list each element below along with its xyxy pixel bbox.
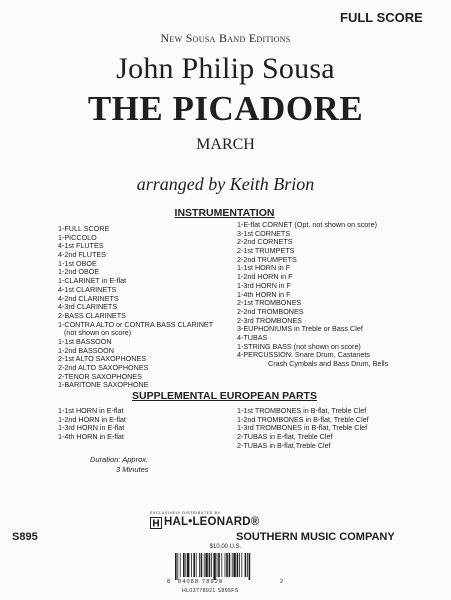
barcode-left-digit: 8 — [167, 579, 171, 585]
list-item: 2-BASS CLARINETS — [58, 310, 126, 320]
list-item: 1-1st BASSOON — [58, 336, 112, 346]
list-item: 4-TUBAS — [237, 332, 268, 342]
supplemental-heading: SUPPLEMENTAL EUROPEAN PARTS — [132, 390, 317, 402]
list-item: 1-2nd HORN in F — [237, 272, 293, 282]
catalog-number: S895 — [12, 531, 38, 543]
list-item: 2-2nd TROMBONES — [237, 306, 304, 316]
supplemental-list-right — [237, 407, 369, 450]
list-item: 2-3rd TROMBONES — [237, 315, 302, 325]
list-item: 1-FULL SCORE — [58, 224, 110, 233]
list-item: 2-TUBAS in B-flat,Treble Clef — [237, 440, 331, 450]
list-item: 2-1st TROMBONES — [237, 298, 302, 308]
list-item: 2-2nd ALTO SAXOPHONES — [58, 363, 149, 372]
publisher-name: SOUTHERN MUSIC COMPANY — [236, 531, 395, 543]
list-item: 1-2nd HORN in E-flat — [58, 414, 126, 424]
duration-time: 3 Minutes — [116, 465, 149, 474]
list-item: 4-3rd CLARINETS — [58, 302, 118, 312]
list-item: 4-1st CLARINETS — [58, 284, 117, 294]
full-score-label: FULL SCORE — [340, 10, 423, 25]
list-item: 4-PERCUSSION: Snare Drum, Castanets — [237, 350, 371, 360]
list-item: 2-TUBAS in E-flat, Treble Clef — [237, 432, 333, 442]
list-item: 1-CLARINET in E-flat — [58, 276, 127, 286]
list-item: 1-1st OBOE — [58, 258, 97, 268]
barcode-code: HL03778921 S895FS — [182, 588, 239, 594]
list-item: 1-1st TROMBONES in B-flat, Treble Clef — [237, 406, 367, 415]
list-item: 1-PICCOLO — [58, 232, 97, 242]
barcode-right-digit: 2 — [280, 579, 284, 585]
barcode-digits: 84088 78928 — [178, 579, 224, 585]
distributed-by-text: EXCLUSIVELY DISTRIBUTED BY — [150, 511, 221, 515]
arranger-credit: arranged by Keith Brion — [136, 174, 315, 194]
list-item: 1-2nd BASSOON — [58, 345, 114, 355]
instrumentation-list-left — [58, 225, 213, 390]
list-item: 1-BARITONE SAXOPHONE — [58, 380, 149, 390]
list-item: 3-1st CORNETS — [237, 228, 291, 238]
series-name: New Sousa Band Editions — [160, 31, 291, 45]
list-item: 2-2nd CORNETS — [237, 237, 293, 247]
list-item: 1-1st HORN in F — [237, 263, 291, 273]
distributor-name: HAL•LEONARD® — [164, 516, 260, 528]
list-item: 1-CONTRA ALTO or CONTRA BASS CLARINET — [58, 319, 214, 329]
list-item: 4-1st FLUTES — [58, 241, 104, 251]
list-item: 1-2nd TROMBONES in B-flat, Treble Clef — [237, 414, 369, 424]
list-item: 1-3rd TROMBONES in B-flat, Treble Clef — [237, 423, 368, 433]
subtitle: MARCH — [196, 136, 255, 153]
composer-name: John Philip Sousa — [116, 52, 335, 85]
list-item-note: (not shown on score) — [64, 328, 132, 338]
list-item: 4-2nd FLUTES — [58, 250, 106, 260]
list-item: 4-2nd CLARINETS — [58, 293, 119, 303]
list-item: 1-1st HORN in E-flat — [58, 406, 124, 415]
list-item: 1-3rd HORN in E-flat — [58, 423, 125, 433]
instrumentation-heading: INSTRUMENTATION — [174, 207, 275, 219]
supplemental-list-left — [58, 407, 126, 442]
duration-label: Duration: Approx. — [90, 455, 149, 464]
list-item: 2-TENOR SAXOPHONES — [58, 371, 142, 381]
price: $10.00 U.S. — [209, 544, 242, 550]
list-item: 1-4th HORN in F — [237, 289, 291, 299]
hal-leonard-logo-icon — [150, 517, 162, 529]
list-item: 1-STRING BASS (not shown on score) — [237, 341, 361, 351]
barcode-icon — [174, 553, 279, 581]
instrumentation-list-right — [237, 221, 388, 369]
list-item-continuation: Crash Cymbals and Bass Drum, Bells — [268, 359, 389, 368]
list-item: 1-4th HORN in E-flat — [58, 432, 124, 442]
list-item: 3-EUPHONIUMS in Treble or Bass Clef — [237, 324, 363, 334]
list-item: 1-3rd HORN in F — [237, 280, 291, 290]
list-item: 2-1st TRUMPETS — [237, 246, 295, 256]
duration-note — [90, 455, 149, 475]
list-item: 1-E-flat CORNET (Opt. not shown on score) — [237, 220, 378, 229]
list-item: 2-1st ALTO SAXOPHONES — [58, 354, 147, 364]
list-item: 2-2nd TRUMPETS — [237, 254, 297, 264]
page-title: THE PICADORE — [87, 89, 364, 128]
list-item: 1-2nd OBOE — [58, 267, 100, 277]
